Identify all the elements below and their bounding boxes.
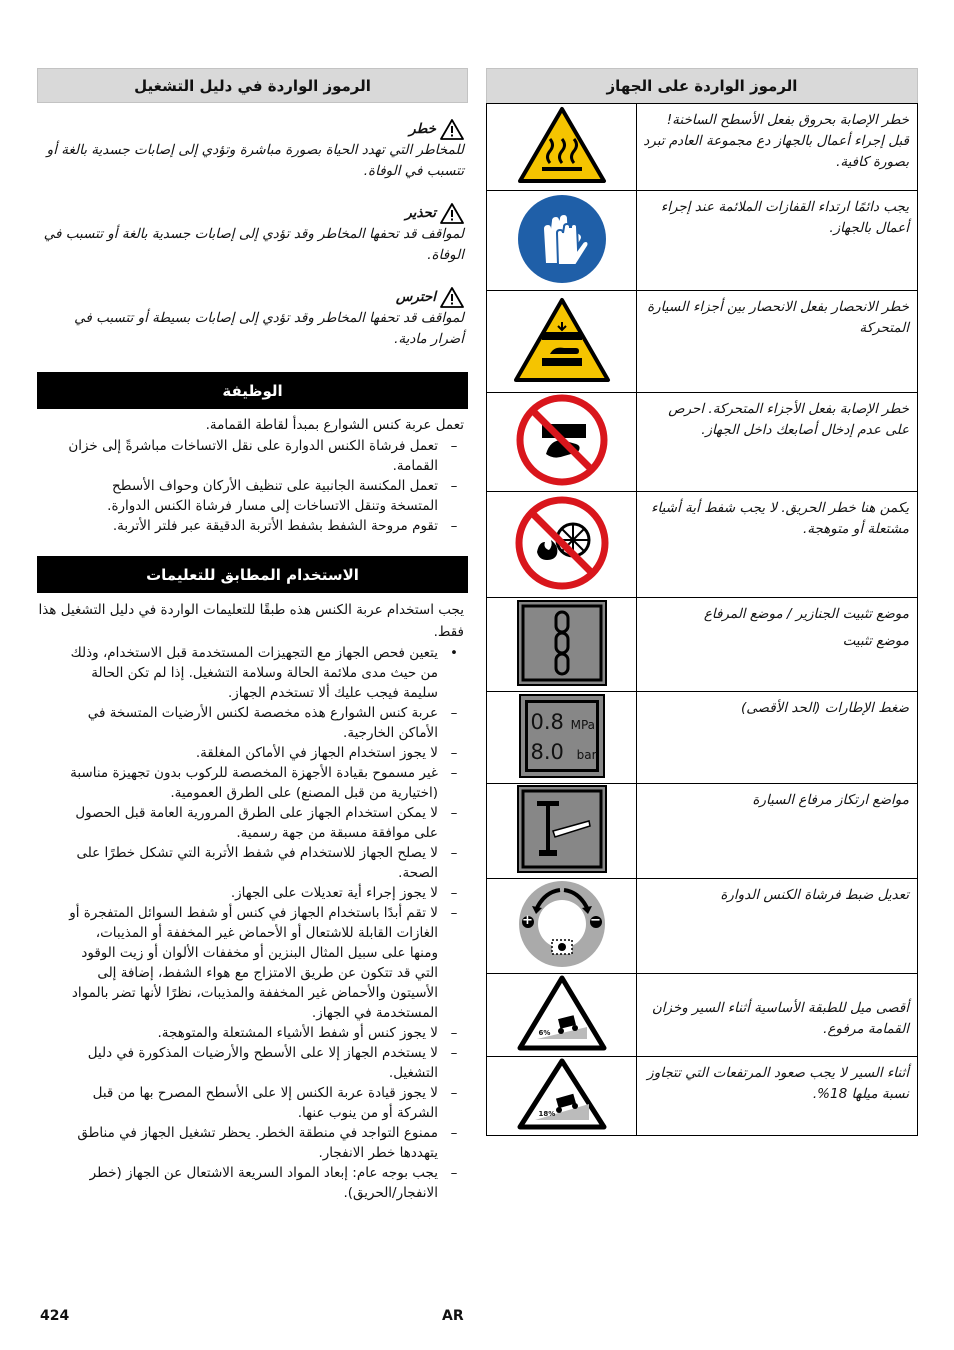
table-row (487, 291, 918, 393)
warning-triangle-icon (440, 203, 464, 224)
list-item: – لا يجوز استخدام الجهاز في الأماكن المغلقة. (195, 745, 458, 761)
usage-header: الاستخدام المطابق للتعليمات (37, 556, 468, 593)
pressure-bar-unit: bar (576, 747, 597, 762)
symbol-text: أقصى ميل للطبقة الأساسية أثناء السير وخزان القمامة مرفوع. (637, 974, 918, 1057)
no-hand-icon (516, 394, 608, 486)
table-row (487, 393, 918, 492)
caution-text: لمواقف قد تحفها المخاطر وقد تؤدي إلى إصابات بسيطة أو تتسبب في أضرار مادية. (74, 310, 464, 347)
tilt-warning-icon (517, 975, 607, 1051)
symbol-text: خطر الإصابة بحروق بفعل الأسطح الساخنة! قبل إجراء أعمال بالجهاز دع مجموعة العادم تبرد بصورة كافية. (637, 104, 918, 191)
list-item: – لا يمكن استخدام الجهاز على الطرق المرورية العامة قبل الحصول على موافقة مسبقة من جهة رسمية. (75, 805, 458, 841)
list-item: – تعمل فرشاة الكنس الدوارة على نقل الاتساخات مباشرةً إلى خزان القمامة. (68, 438, 458, 474)
pressure-bar-value: 8.0 (530, 739, 564, 764)
list-item: – يجب بوجه عام: إبعاد المواد السريعة الاشتعال عن الجهاز (خطر الانفجار/الحريق). (89, 1165, 458, 1201)
table-row (487, 879, 918, 974)
right-column (486, 68, 918, 1136)
list-item: – لا يصلح الجهاز للاستخدام في شفط الأتربة التي تشكل خطرًا على الصحة. (76, 845, 458, 881)
language-code: AR (442, 1308, 464, 1324)
tilt-percent: 6% (538, 1029, 551, 1037)
list-item: – لا تقم أبدًا باستخدام الجهاز في كنس أو شفط السوائل المتفجرة أو الغازات القابلة للاشتعال أو الأحماض غير المخففة أو المذيبات، ومنها على سبيل المثال البنزين أو مخففات الألوان أو زيت الوقود التي قد تتكون عن طريق الامتزاج مع هواء الشفط، إضافة إلى الأسيتون والأحماض غير المخففة والمذيبات، نظرًا لأنها تضر بالمواد المستخدمة في الجهاز. (69, 905, 458, 1021)
minus-sign: − (590, 913, 601, 928)
danger-note (37, 119, 464, 182)
pressure-mpa-value: 0.8 (530, 709, 564, 734)
page-number: 424 (40, 1308, 70, 1324)
list-item: – لا يجوز قيادة عربة الكنس إلا على الأسطح المصرح بها من قبل الشركة أو من ينوب عنها. (92, 1085, 458, 1121)
chain-icon (517, 600, 607, 686)
symbol-text: تعديل ضبط فرشاة الكنس الدوارة (637, 879, 918, 974)
plus-sign: + (522, 913, 533, 928)
slope-percent: 18% (538, 1110, 556, 1118)
symbol-text: موضع تثبيت الجنازير / موضع المرفاع موضع تثبيت (637, 598, 918, 692)
symbols-table (486, 103, 918, 1136)
list-item: – لا يجوز إجراء أية تعديلات على الجهاز. (230, 885, 458, 901)
manual-symbols-header: الرموز الواردة في دليل التشغيل (37, 68, 468, 103)
list-item: – لا يستخدم الجهاز إلا على الأسطح والأرضيات المذكورة في دليل التشغيل. (87, 1045, 458, 1081)
table-row (487, 492, 918, 598)
warning-title: تحذير (405, 205, 436, 221)
caution-note (37, 287, 464, 350)
danger-text: للمخاطر التي تهدد الحياة بصورة مباشرة وتؤدي إلى إصابات جسدية بالغة أو تتسبب في الوفاة. (46, 142, 464, 179)
danger-title: خطر (409, 121, 436, 137)
hot-surface-icon (516, 105, 608, 185)
left-column (37, 68, 468, 1203)
list-item: – تقوم مروحة الشفط بشفط الأتربة الدقيقة عبر فلتر الأتربة. (112, 518, 458, 534)
table-row (487, 104, 918, 191)
function-list (37, 436, 468, 536)
list-item: – عربة كنس الشوارع هذه مخصصة لكنس الأرضيات المتسخة في الأماكن الخارجية. (87, 705, 458, 741)
list-item: – غير مسموح بقيادة الأجهزة المخصصة للركوب بدون تجهيزة مناسبة (اختيارية من قبل المصنع) على الطرق العمومية. (70, 765, 458, 801)
table-row (487, 598, 918, 692)
gloves-icon (516, 193, 608, 285)
list-item: – ممنوع التواجد في منطقة الخطر. يحظر تشغيل الجهاز في مناطق يتهددها خطر الانفجار. (77, 1125, 458, 1161)
device-symbols-header: الرموز الواردة على الجهاز (486, 68, 918, 103)
symbol-text: يكمن هنا خطر الحريق. لا يجب شفط أية أشياء مشتعلة أو متوهجة. (637, 492, 918, 598)
symbol-text: يجب دائمًا ارتداء القفازات الملائمة عند إجراء أعمال بالجهاز. (637, 191, 918, 291)
brush-adjust-icon (518, 880, 606, 968)
usage-list (37, 643, 468, 1203)
list-item: – لا يجوز كنس أو شفط الأشياء المشتعلة والمتوهجة. (157, 1025, 458, 1041)
warning-triangle-icon (440, 119, 464, 140)
table-row (487, 974, 918, 1057)
caution-title: احترس (395, 289, 436, 305)
function-intro: تعمل عربة كنس الشوارع بمبدأ لقاطة القمامة. (205, 417, 464, 433)
table-row (487, 1057, 918, 1136)
crush-hand-icon (512, 296, 612, 384)
warning-triangle-icon (440, 287, 464, 308)
symbol-text: مواضع ارتكاز مرفاع السيارة (637, 784, 918, 879)
list-item: – تعمل المكنسة الجانبية على تنظيف الأركان وحواف الأسطح المتسخة وتنقل الاتساخات إلى مسار فرشاة الكنس الدوارة. (107, 478, 458, 514)
usage-intro: يجب استخدام عربة الكنس هذه طبقًا للتعليمات الواردة في دليل التشغيل هذا فقط. (38, 602, 464, 640)
table-row (487, 692, 918, 784)
pressure-icon (519, 694, 605, 778)
symbol-text: خطر الإصابة بفعل الأجزاء المتحركة. احرص على عدم إدخال أصابعك داخل الجهاز. (637, 393, 918, 492)
slope-warning-icon (517, 1058, 607, 1130)
pressure-mpa-unit: MPa (570, 717, 595, 732)
jack-icon (517, 785, 607, 873)
function-header: الوظيفة (37, 372, 468, 409)
symbol-text: خطر الانحصار بفعل الانحصار بين أجزاء السيارة المتحركة (637, 291, 918, 393)
warning-text: لمواقف قد تحفها المخاطر وقد تؤدي إلى إصابات جسدية بالغة أو تتسبب في الوفاة. (43, 226, 464, 263)
table-row (487, 191, 918, 291)
list-item: • يتعين فحص الجهاز مع التجهيزات المستخدمة قبل الاستخدام، وذلك من حيث مدى ملائمة الحالة وسلامة التشغيل. إذا لم تكن الحالة سليمة فيجب عليك ألا تستخدم الجهاز. (70, 645, 458, 701)
warning-note (37, 203, 464, 266)
symbol-text: ضغط الإطارات (الحد الأقصى) (637, 692, 918, 784)
table-row (487, 784, 918, 879)
no-burning-icon (515, 496, 609, 590)
symbol-text: أثناء السير لا يجب صعود المرتفعات التي تتجاوز نسبة ميلها 18%. (637, 1057, 918, 1136)
